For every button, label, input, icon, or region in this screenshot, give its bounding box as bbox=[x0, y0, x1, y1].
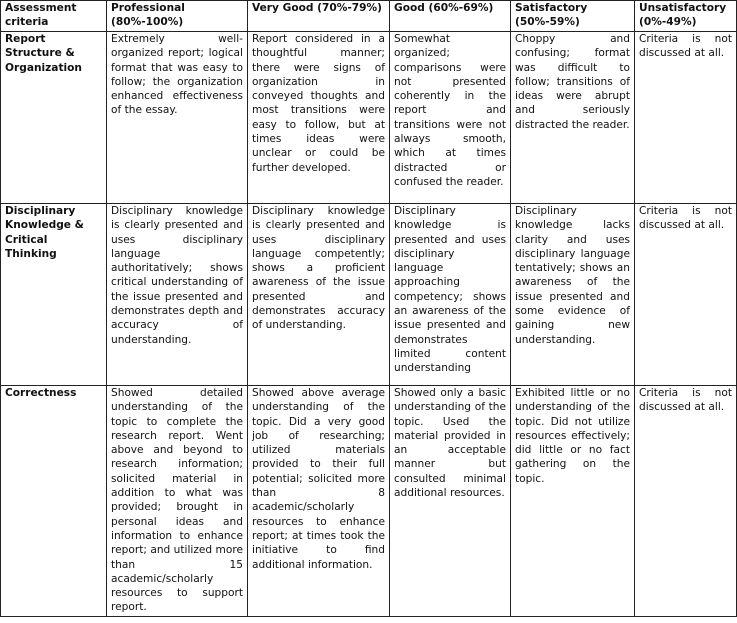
very-good-cell: Showed above average understanding of the topic. Did a very good job of researching; utilized materials provided to their full potential; solicited more than 8 academic/scholarly resources to enhance report; at times took the initiative to find additional information. bbox=[248, 386, 390, 617]
header-assessment-criteria: Assessment criteria bbox=[1, 1, 107, 32]
header-very-good: Very Good (70%-79%) bbox=[248, 1, 390, 32]
criterion-cell: Correctness bbox=[1, 386, 107, 617]
professional-cell: Disciplinary knowledge is clearly presented and uses disciplinary language authoritatively; shows critical understanding of the issue presented and demonstrates depth and accuracy of understanding. bbox=[107, 204, 248, 386]
criterion-cell: Report Structure & Organization bbox=[1, 32, 107, 204]
good-cell: Disciplinary knowledge is presented and uses disciplinary language approaching competency; shows an awareness of the issue presented and demonstrates limited content understanding bbox=[390, 204, 511, 386]
header-satisfactory: Satisfactory (50%-59%) bbox=[511, 1, 635, 32]
table-row bbox=[1, 32, 737, 204]
header-good: Good (60%-69%) bbox=[390, 1, 511, 32]
unsatisfactory-cell: Criteria is not discussed at all. bbox=[635, 32, 737, 204]
satisfactory-cell: Exhibited little or no understanding of the topic. Did not utilize resources effectively; did little or no fact gathering on the topic. bbox=[511, 386, 635, 617]
very-good-cell: Disciplinary knowledge is clearly presented and uses disciplinary language competently; shows a proficient awareness of the issue presented and demonstrates accuracy of understanding. bbox=[248, 204, 390, 386]
professional-cell: Extremely well-organized report; logical format that was easy to follow; the organization enhanced effectiveness of the essay. bbox=[107, 32, 248, 204]
table-row bbox=[1, 204, 737, 386]
very-good-cell: Report considered in a thoughtful manner; there were signs of organization in conveyed thoughts and most transitions were easy to follow, but at times ideas were unclear or could be further developed. bbox=[248, 32, 390, 204]
professional-cell: Showed detailed understanding of the topic to complete the research report. Went above and beyond to research information; solicited material in addition to what was provided; brought in personal ideas and information to enhance report; and utilized more than 15 academic/scholarly resources to support report. bbox=[107, 386, 248, 617]
good-cell: Somewhat organized; comparisons were not presented coherently in the report and transitions were not always smooth, which at times distracted or confused the reader. bbox=[390, 32, 511, 204]
header-row bbox=[1, 1, 737, 32]
good-cell: Showed only a basic understanding of the topic. Used the material provided in an acceptable manner but consulted minimal additional resources. bbox=[390, 386, 511, 617]
unsatisfactory-cell: Criteria is not discussed at all. bbox=[635, 386, 737, 617]
table-row bbox=[1, 386, 737, 617]
satisfactory-cell: Disciplinary knowledge lacks clarity and uses disciplinary language tentatively; shows an awareness of the issue presented and some evidence of gaining new understanding. bbox=[511, 204, 635, 386]
satisfactory-cell: Choppy and confusing; format was difficult to follow; transitions of ideas were abrupt and seriously distracted the reader. bbox=[511, 32, 635, 204]
unsatisfactory-cell: Criteria is not discussed at all. bbox=[635, 204, 737, 386]
header-unsatisfactory: Unsatisfactory (0%-49%) bbox=[635, 1, 737, 32]
header-professional: Professional (80%-100%) bbox=[107, 1, 248, 32]
criterion-cell: Disciplinary Knowledge & Critical Thinking bbox=[1, 204, 107, 386]
